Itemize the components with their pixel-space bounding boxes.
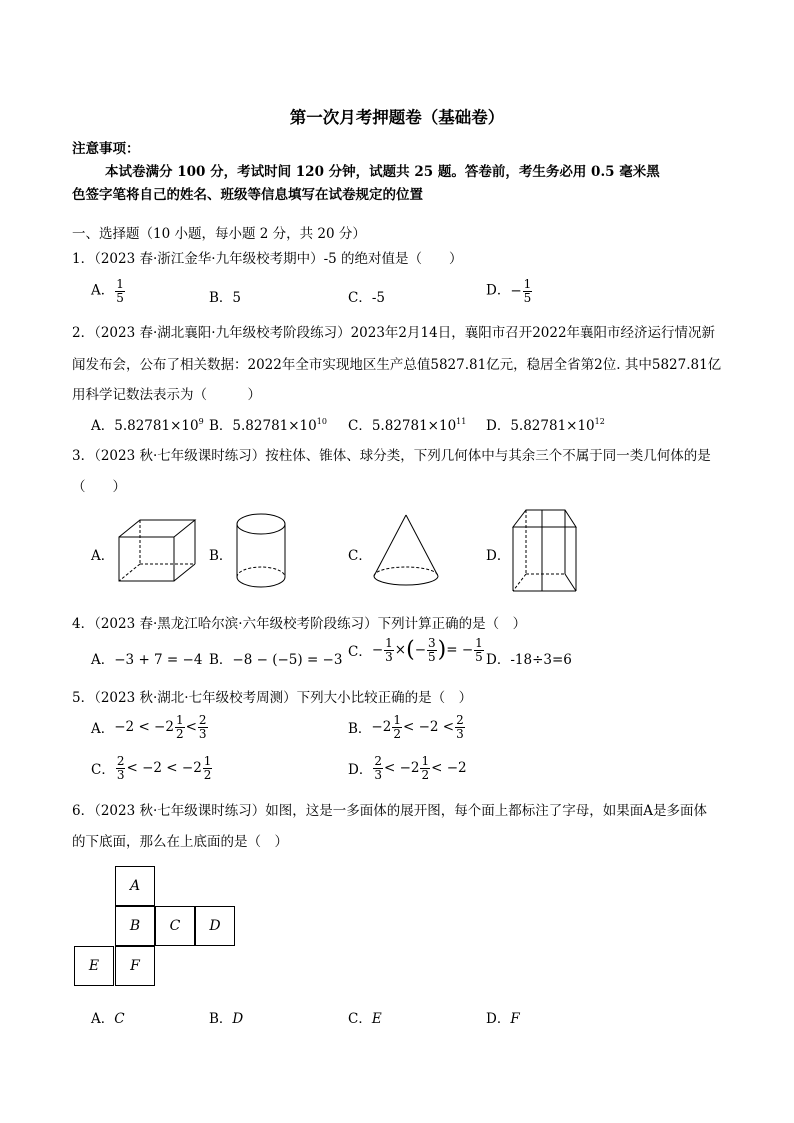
option-label: D．: [486, 282, 511, 299]
option-label: C．: [348, 1011, 372, 1027]
q2-option-d[interactable]: [486, 414, 605, 434]
q3-option-c-label[interactable]: C．: [348, 548, 372, 564]
option-text: E: [371, 1011, 382, 1027]
section-heading: 一、选择题（10 小题，每小题 2 分，共 20 分）: [72, 226, 366, 242]
option-text: −8 − (−5) = −3: [232, 652, 343, 668]
q1-option-c[interactable]: [348, 286, 385, 306]
q6-option-d[interactable]: [486, 1007, 520, 1027]
option-label: A．: [91, 418, 115, 434]
option-text: 5.82781×10: [232, 418, 317, 434]
option-label: D．: [348, 762, 373, 779]
option-label: A．: [91, 721, 115, 738]
fraction: $\frac{2}{3}$: [116, 754, 125, 782]
exponent: 11: [456, 417, 467, 426]
right-paren: ): [437, 637, 447, 663]
fraction: $\frac{2}{3}$: [374, 754, 382, 782]
question-6-line-2: 的下底面，那么在上底面的是（ ）: [72, 834, 288, 850]
fraction: $\frac{3}{5}$: [428, 636, 436, 664]
fraction: $\frac{1}{3}$: [385, 636, 393, 664]
net-face-c: C: [155, 906, 195, 946]
cylinder-icon: [236, 513, 286, 589]
question-2-line-2: 闻发布会，公布了相关数据：2022年全市实现地区生产总值5827.81亿元，稳居全省第2位. 其中5827.81亿: [72, 357, 722, 373]
option-label: A．: [91, 1011, 115, 1027]
notice-heading: 注意事项：: [72, 141, 140, 157]
option-label: C．: [348, 644, 372, 661]
option-label: D．: [486, 652, 511, 668]
exponent: 12: [594, 417, 605, 426]
q6-option-c[interactable]: [348, 1007, 382, 1027]
q1-option-b[interactable]: [209, 286, 241, 306]
option-text: < −2 < −2: [126, 760, 202, 777]
exponent: 9: [198, 417, 204, 426]
q5-option-b[interactable]: [348, 714, 466, 740]
prism-icon: [512, 509, 578, 593]
q3-option-b-label[interactable]: B．: [209, 548, 233, 564]
fraction: $\frac{1}{5}$: [523, 277, 532, 305]
q4-option-a[interactable]: [91, 648, 202, 668]
option-text: F: [510, 1011, 520, 1027]
option-text: 5.82781×10: [114, 418, 199, 434]
option-label: D．: [486, 418, 511, 434]
option-label: C．: [91, 762, 115, 779]
option-label: B．: [348, 721, 372, 738]
q5-option-a[interactable]: [91, 714, 209, 740]
q6-option-b[interactable]: [209, 1007, 243, 1027]
option-text: -18÷3=6: [510, 652, 572, 668]
option-label: C．: [348, 290, 372, 306]
fraction: $\frac{2}{3}$: [198, 713, 207, 741]
page-title: 第一次月考押题卷（基础卷）: [289, 108, 505, 127]
option-text: -5: [371, 290, 385, 306]
cube-icon: [118, 519, 198, 583]
fraction: $\frac{1}{2}$: [203, 754, 212, 782]
net-face-e: E: [74, 946, 114, 986]
question-6-line-1: 6．（2023 秋·七年级课时练习）如图，这是一多面体的展开图，每个面上都标注了字母，如果面A是多面体: [72, 803, 708, 819]
minus-sign: −: [371, 642, 384, 659]
option-label: B．: [209, 290, 233, 306]
fraction: $\frac{2}{3}$: [456, 713, 464, 741]
q5-option-c[interactable]: [91, 755, 213, 781]
option-text: < −2 <: [402, 719, 455, 736]
option-text: < −2: [383, 760, 420, 777]
fraction: $\frac{1}{2}$: [393, 713, 401, 741]
q3-option-a-label[interactable]: A．: [91, 548, 115, 564]
question-3-line-2: （ ）: [72, 479, 126, 495]
question-2-line-1: 2．（2023 春·湖北襄阳·九年级校考阶段练习）2023年2月14日，襄阳市召开2022年襄阳市经济运行情况新: [72, 325, 716, 341]
option-text: −2 < −2: [114, 719, 174, 736]
question-4-stem: 4．（2023 春·黑龙江哈尔滨·六年级校考阶段练习）下列计算正确的是（ ）: [72, 616, 527, 632]
option-text: <: [185, 719, 197, 736]
question-1-stem: 1．（2023 春·浙江金华·九年级校考期中）-5 的绝对值是（ ）: [72, 251, 463, 267]
q4-option-b[interactable]: [209, 648, 342, 668]
option-label: A．: [91, 282, 115, 299]
q2-option-b[interactable]: [209, 414, 327, 434]
option-text: 5: [232, 290, 242, 306]
net-face-b: B: [115, 906, 155, 946]
question-2-line-3: 用科学记数法表示为（ ）: [72, 387, 261, 403]
option-label: B．: [209, 652, 233, 668]
net-face-d: D: [195, 906, 235, 946]
option-text: 5.82781×10: [510, 418, 595, 434]
question-5-stem: 5．（2023 秋·湖北·七年级校考周测）下列大小比较正确的是（ ）: [72, 690, 473, 706]
equals-text: = −: [446, 642, 474, 659]
fraction: $\frac{1}{2}$: [421, 754, 430, 782]
net-face-a: A: [115, 866, 155, 906]
q4-option-c[interactable]: [348, 637, 485, 663]
fraction: $\frac{1}{5}$: [475, 636, 483, 664]
option-text: −3 + 7 = −4: [114, 652, 203, 668]
q6-option-a[interactable]: [91, 1007, 125, 1027]
option-text: C: [114, 1011, 125, 1027]
cone-icon: [373, 514, 439, 586]
left-paren: (: [406, 637, 415, 663]
minus-sign: −: [414, 642, 427, 659]
exponent: 10: [316, 417, 327, 426]
q5-option-d[interactable]: [348, 755, 467, 781]
fraction: $\frac{1}{2}$: [175, 713, 184, 741]
option-label: B．: [209, 418, 233, 434]
q1-option-a[interactable]: [91, 278, 126, 304]
question-3-line-1: 3．（2023 秋·七年级课时练习）按柱体、锥体、球分类，下列几何体中与其余三个不属于同一类几何体的是: [72, 448, 711, 464]
q4-option-d[interactable]: [486, 648, 572, 668]
option-text: 5.82781×10: [371, 418, 457, 434]
q2-option-a[interactable]: [91, 414, 204, 434]
times-sign: ×: [394, 642, 407, 659]
option-label: B．: [209, 1011, 233, 1027]
option-label: A．: [91, 652, 115, 668]
q3-option-d-label[interactable]: D．: [486, 548, 511, 564]
notice-line-2: 色签字笔将自己的姓名、班级等信息填写在试卷规定的位置: [72, 187, 423, 203]
option-label: C．: [348, 418, 372, 434]
option-label: D．: [486, 1011, 511, 1027]
notice-line-1: 本试卷满分 100 分，考试时间 120 分钟，试题共 25 题。答卷前，考生务必用 0.5 毫米黑: [105, 164, 660, 180]
minus-sign: −: [510, 283, 522, 300]
fraction: $\frac{1}{5}$: [116, 277, 124, 305]
option-text: < −2: [431, 760, 467, 777]
net-face-f: F: [115, 946, 155, 986]
q1-option-d[interactable]: [486, 278, 533, 304]
option-text: D: [232, 1011, 244, 1027]
q2-option-c[interactable]: [348, 414, 466, 434]
option-text: −2: [371, 719, 392, 736]
